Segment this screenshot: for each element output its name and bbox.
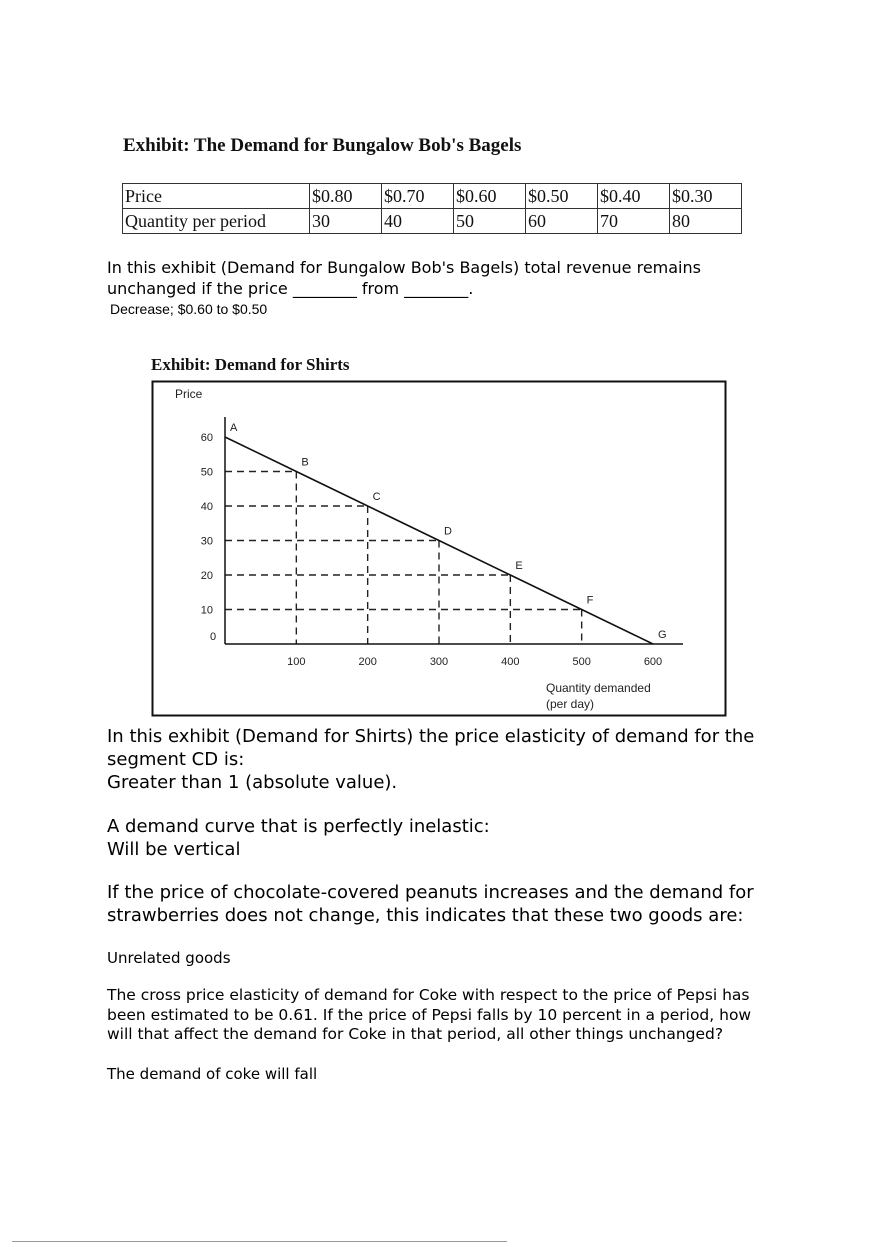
point-label: E <box>515 560 523 572</box>
origin-label: 0 <box>209 631 217 643</box>
y-tick-label: 60 <box>200 432 213 444</box>
answer-5: The demand of coke will fall <box>107 1065 318 1083</box>
bagels-demand-table <box>122 183 742 234</box>
answer-4: Unrelated goods <box>107 949 231 967</box>
table-row-quantity <box>123 209 742 234</box>
table-cell: $0.50 <box>526 184 598 209</box>
answer-2: Greater than 1 (absolute value). <box>107 772 398 793</box>
question-1: In this exhibit (Demand for Bungalow Bob's Bagels) total revenue remains unchanged if the price ________ from ________. <box>107 258 701 298</box>
x-tick-label: 100 <box>287 656 306 668</box>
table-cell: 30 <box>310 209 382 234</box>
x-tick-label: 300 <box>429 656 449 668</box>
table-row-price <box>123 184 742 209</box>
x-tick-label: 600 <box>643 656 663 668</box>
table-cell: 40 <box>382 209 454 234</box>
point-label: D <box>444 525 452 538</box>
x-tick-label: 200 <box>358 656 377 668</box>
x-tick-label: 400 <box>501 656 520 668</box>
y-axis-label: Price <box>175 387 203 401</box>
x-tick-label: 500 <box>572 656 591 668</box>
answer-1: Decrease; $0.60 to $0.50 <box>110 301 268 317</box>
answer-3: Will be vertical <box>107 839 241 860</box>
shirts-demand-chart <box>151 380 727 718</box>
point-label: A <box>230 422 238 434</box>
y-tick-label: 20 <box>200 570 213 582</box>
question-2: In this exhibit (Demand for Shirts) the price elasticity of demand for the segment CD is: <box>107 726 755 770</box>
table-cell: $0.60 <box>454 184 526 209</box>
point-label: F <box>586 594 594 607</box>
point-label: G <box>658 629 667 641</box>
y-tick-label: 40 <box>200 501 213 513</box>
y-tick-label: 10 <box>200 604 213 617</box>
table-cell: $0.40 <box>598 184 670 209</box>
y-tick-label: 30 <box>200 535 213 548</box>
point-label: C <box>372 491 381 503</box>
y-tick-label: 50 <box>200 466 213 479</box>
row-label-price: Price <box>123 184 310 209</box>
x-axis-label-line: Quantity demanded <box>546 681 651 695</box>
footer-divider <box>12 1241 507 1242</box>
point-label: B <box>301 456 309 469</box>
table-cell: 60 <box>526 209 598 234</box>
table-cell: 50 <box>454 209 526 234</box>
table-cell: $0.30 <box>670 184 742 209</box>
x-axis-label-line: (per day) <box>546 697 595 711</box>
question-3: A demand curve that is perfectly inelastic: <box>107 816 490 837</box>
table-cell: $0.70 <box>382 184 454 209</box>
question-5: The cross price elasticity of demand for Coke with respect to the price of Pepsi has been estimated to be 0.61. If the price of Pepsi falls by 10 percent in a period, how will that affect the demand for Coke in that period, all other things unchanged? <box>107 986 752 1043</box>
row-label-quantity: Quantity per period <box>123 209 310 234</box>
table-cell: $0.80 <box>310 184 382 209</box>
question-4: If the price of chocolate-covered peanuts increases and the demand for strawberries does not change, this indicates that these two goods are: <box>107 882 754 926</box>
exhibit2-title: Exhibit: Demand for Shirts <box>151 355 350 374</box>
exhibit1-title: Exhibit: The Demand for Bungalow Bob's Bagels <box>123 135 522 156</box>
table-cell: 70 <box>598 209 670 234</box>
table-cell: 80 <box>670 209 742 234</box>
